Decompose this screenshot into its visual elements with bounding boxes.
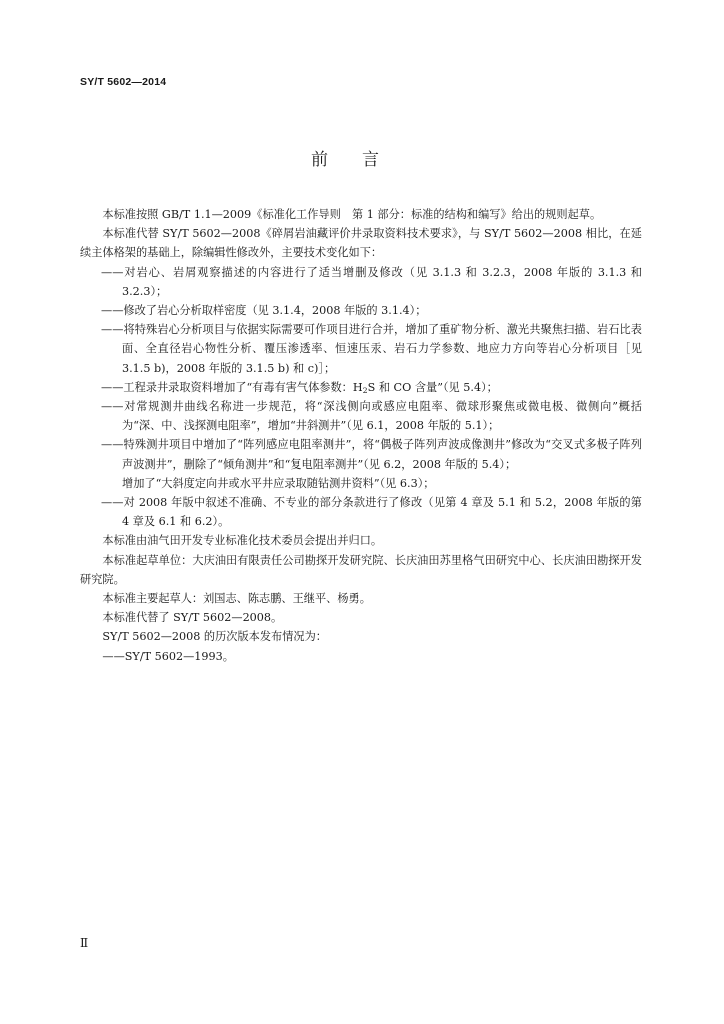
change-item-core-analysis: ——将特殊岩心分析项目与依据实际需要可作项目进行合并，增加了重矿物分析、激光共聚焦扫描、岩石比表面、全直径岩心物性分析、覆压渗透率、恒速压汞、岩石力学参数、地应力方向等岩心分析项目［见 3.1.5 b)，2008 年版的 3.1.5 b) 和 c)］；	[101, 323, 642, 375]
change-item-conventional-logging: ——对常规测井曲线名称进一步规范，将“深浅侧向或感应电阻率、微球形聚焦或微电极、微侧向”概括为“深、中、浅探测电阻率”，增加“井斜测井”（见 6.1，2008 年版的 5.1）；	[101, 400, 642, 433]
foreword-body	[80, 205, 642, 666]
document-code-header: SY/T 5602—2014	[80, 76, 167, 88]
paragraph-drafting-rules: 本标准按照 GB/T 1.1—2009《标准化工作导则 第 1 部分：标准的结构和编写》给出的规则起草。	[102, 208, 602, 221]
change-item-special-logging: ——特殊测井项目中增加了“阵列感应电阻率测井”，将“偶极子阵列声波成像测井”修改为“交叉式多极子阵列声波测井”，删除了“倾角测井”和“复电阻率测井”（见 6.2，2008 年版的 5.4）；	[101, 438, 642, 471]
change-item-sampling-density: ——修改了岩心分析取样密度（见 3.1.4，2008 年版的 3.1.4）；	[101, 304, 427, 318]
change-item-lwd: 增加了“大斜度定向井或水平井应录取随钻测井资料”（见 6.3）；	[122, 476, 435, 490]
paragraph-drafters: 本标准主要起草人：刘国志、陈志鹏、王继平、杨勇。	[102, 592, 371, 606]
paragraph-previous-version: ——SY/T 5602—1993。	[102, 649, 234, 663]
paragraph-version-history: SY/T 5602—2008 的历次版本发布情况为：	[102, 630, 327, 644]
toxic-gas-suffix: S 和 CO 含量”（见 5.4）；	[367, 380, 498, 394]
paragraph-replacement-intro: 本标准代替 SY/T 5602—2008《碎屑岩油藏评价井录取资料技术要求》，与 SY/T 5602—2008 相比，在延续主体格架的基础上，除编辑性修改外，主要技术变化如下：	[80, 227, 642, 260]
paragraph-superseded: 本标准代替了 SY/T 5602—2008。	[102, 611, 283, 625]
toxic-gas-prefix: ——工程录井录取资料增加了“有毒有害气体参数：H	[101, 380, 363, 394]
paragraph-proposer: 本标准由油气田开发专业标准化技术委员会提出并归口。	[102, 534, 383, 548]
page-title: 前言	[311, 150, 413, 170]
change-item-clause-revision: ——对 2008 年版中叙述不准确、不专业的部分条款进行了修改（见第 4 章及 5.1 和 5.2，2008 年版的第 4 章及 6.1 和 6.2）。	[101, 496, 642, 529]
paragraph-drafting-units: 本标准起草单位：大庆油田有限责任公司勘探开发研究院、长庆油田苏里格气田研究中心、长庆油田勘探开发研究院。	[80, 553, 642, 586]
change-item-core-description: ——对岩心、岩屑观察描述的内容进行了适当增删及修改（见 3.1.3 和 3.2.3，2008 年版的 3.1.3 和 3.2.3）；	[101, 265, 642, 298]
subscript-two: 2	[362, 385, 368, 395]
page-number: Ⅱ	[80, 936, 89, 950]
change-item-toxic-gas	[80, 378, 642, 397]
